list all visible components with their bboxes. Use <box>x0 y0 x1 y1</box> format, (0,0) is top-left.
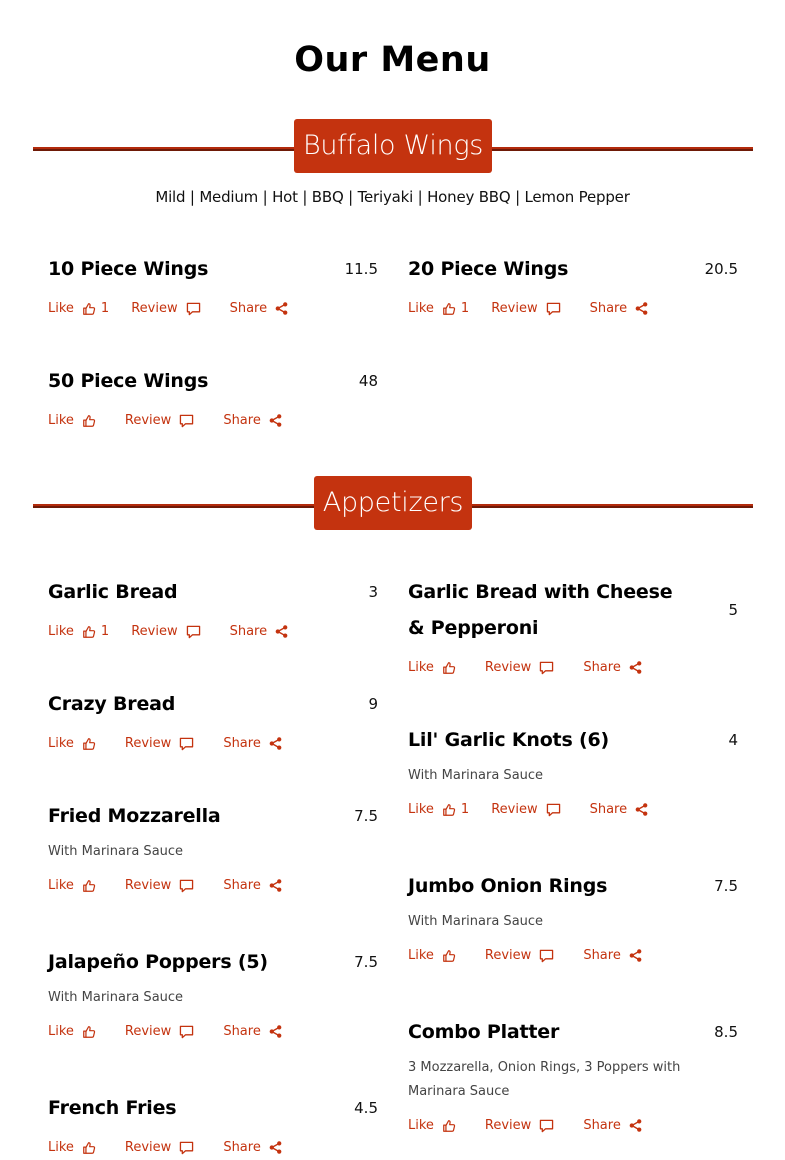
item-price: 7.5 <box>354 807 378 825</box>
like-action[interactable] <box>408 660 456 675</box>
thumbs-up-icon <box>78 1141 96 1155</box>
like-action[interactable] <box>408 802 469 817</box>
share-action[interactable] <box>583 660 642 675</box>
share-icon <box>265 1025 282 1038</box>
review-label: Review <box>131 301 178 316</box>
item-price: 9 <box>368 695 378 713</box>
review-action[interactable] <box>125 736 194 751</box>
item-actions <box>408 660 642 680</box>
share-action[interactable] <box>590 301 649 316</box>
comment-icon <box>535 661 554 675</box>
item-name: Garlic Bread <box>48 581 178 603</box>
like-action[interactable] <box>408 1118 456 1133</box>
item-name: 20 Piece Wings <box>408 258 569 280</box>
comment-icon <box>175 879 194 893</box>
share-icon <box>625 1119 642 1132</box>
item-description: With Marinara Sauce <box>48 990 184 1005</box>
share-label: Share <box>583 1118 621 1133</box>
item-description: With Marinara Sauce <box>408 914 544 929</box>
share-icon <box>271 302 288 315</box>
item-price: 3 <box>368 583 378 601</box>
review-label: Review <box>484 1118 532 1133</box>
item-actions <box>48 1140 282 1160</box>
review-label: Review <box>484 948 532 963</box>
share-action[interactable] <box>223 1140 282 1155</box>
comment-icon <box>542 803 561 817</box>
review-action[interactable] <box>131 301 200 316</box>
comment-icon <box>175 1141 194 1155</box>
comment-icon <box>182 302 201 316</box>
comment-icon <box>535 949 554 963</box>
item-price: 4.5 <box>354 1099 378 1117</box>
review-label: Review <box>491 301 538 316</box>
like-action[interactable] <box>48 413 96 428</box>
item-name: 50 Piece Wings <box>48 370 209 392</box>
comment-icon <box>175 737 194 751</box>
item-description: With Marinara Sauce <box>48 844 184 859</box>
share-icon <box>631 302 648 315</box>
share-icon <box>631 803 648 816</box>
item-name: Jumbo Onion Rings <box>408 875 608 897</box>
share-action[interactable] <box>223 878 282 893</box>
item-price: 7.5 <box>354 953 378 971</box>
item-description: With Marinara Sauce <box>408 768 544 783</box>
share-icon <box>271 625 288 638</box>
item-actions <box>48 878 282 898</box>
like-label: Like <box>48 878 74 893</box>
item-price: 4 <box>728 731 738 749</box>
review-label: Review <box>124 878 172 893</box>
like-label: Like <box>408 948 434 963</box>
thumbs-up-icon <box>78 414 96 428</box>
review-action[interactable] <box>491 301 560 316</box>
item-name: French Fries <box>48 1097 177 1119</box>
item-actions <box>48 624 288 644</box>
review-action[interactable] <box>491 802 560 817</box>
thumbs-up-icon <box>438 949 456 963</box>
share-label: Share <box>223 736 261 751</box>
like-label: Like <box>408 301 434 316</box>
item-name: Jalapeño Poppers (5) <box>48 951 268 973</box>
item-name: Garlic Bread with Cheese & Pepperoni <box>408 581 673 639</box>
item-actions <box>408 802 648 822</box>
section-heading-buffalo-wings: Buffalo Wings <box>294 119 492 173</box>
share-label: Share <box>583 660 621 675</box>
share-label: Share <box>229 624 268 639</box>
share-label: Share <box>223 1140 261 1155</box>
share-icon <box>625 949 642 962</box>
review-action[interactable] <box>125 413 194 428</box>
share-label: Share <box>223 878 261 893</box>
item-name: 10 Piece Wings <box>48 258 209 280</box>
share-icon <box>265 879 282 892</box>
like-label: Like <box>408 1118 434 1133</box>
review-action[interactable] <box>131 624 200 639</box>
share-action[interactable] <box>583 1118 642 1133</box>
like-action[interactable] <box>408 948 456 963</box>
item-price: 11.5 <box>344 260 378 278</box>
review-action[interactable] <box>485 948 554 963</box>
item-name: Crazy Bread <box>48 693 176 715</box>
item-price: 48 <box>358 372 378 390</box>
like-label: Like <box>48 736 74 751</box>
like-action[interactable] <box>48 878 96 893</box>
comment-icon <box>535 1119 554 1133</box>
review-label: Review <box>124 1024 172 1039</box>
review-action[interactable] <box>485 1118 554 1133</box>
share-action[interactable] <box>223 413 282 428</box>
item-name: Combo Platter <box>408 1021 560 1043</box>
share-label: Share <box>589 802 628 817</box>
item-actions <box>408 301 648 321</box>
like-label: Like <box>48 1024 74 1039</box>
section-heading-appetizers: Appetizers <box>314 476 472 530</box>
share-label: Share <box>223 413 261 428</box>
review-action[interactable] <box>125 1024 194 1039</box>
thumbs-up-icon <box>78 302 96 316</box>
share-label: Share <box>229 301 268 316</box>
share-icon <box>265 737 282 750</box>
item-actions <box>48 736 282 756</box>
review-action[interactable] <box>125 878 194 893</box>
like-action[interactable] <box>48 1024 96 1039</box>
like-action[interactable] <box>48 301 109 316</box>
share-label: Share <box>223 1024 261 1039</box>
like-action[interactable] <box>408 301 469 316</box>
share-icon <box>265 1141 282 1154</box>
comment-icon <box>175 414 194 428</box>
like-count: 1 <box>460 802 470 817</box>
item-actions <box>48 301 288 321</box>
review-action[interactable] <box>485 660 554 675</box>
page-title: Our Menu <box>294 40 491 80</box>
like-action[interactable] <box>48 1140 96 1155</box>
share-icon <box>265 414 282 427</box>
share-icon <box>625 661 642 674</box>
like-action[interactable] <box>48 624 109 639</box>
share-label: Share <box>589 301 628 316</box>
review-label: Review <box>124 413 172 428</box>
review-action[interactable] <box>125 1140 194 1155</box>
like-label: Like <box>408 802 434 817</box>
like-label: Like <box>48 413 74 428</box>
thumbs-up-icon <box>78 625 96 639</box>
like-count: 1 <box>100 624 110 639</box>
share-action[interactable] <box>590 802 649 817</box>
share-action[interactable] <box>230 624 289 639</box>
thumbs-up-icon <box>78 1025 96 1039</box>
share-label: Share <box>583 948 621 963</box>
thumbs-up-icon <box>78 737 96 751</box>
like-count: 1 <box>460 301 470 316</box>
item-name: Fried Mozzarella <box>48 805 221 827</box>
like-count: 1 <box>100 301 110 316</box>
item-name: Lil' Garlic Knots (6) <box>408 729 609 751</box>
like-action[interactable] <box>48 736 96 751</box>
item-price: 20.5 <box>704 260 738 278</box>
share-action[interactable] <box>230 301 289 316</box>
item-actions <box>408 948 642 968</box>
share-action[interactable] <box>583 948 642 963</box>
item-actions <box>48 413 282 433</box>
review-label: Review <box>131 624 178 639</box>
item-price: 7.5 <box>714 877 738 895</box>
share-action[interactable] <box>223 1024 282 1039</box>
thumbs-up-icon <box>78 879 96 893</box>
thumbs-up-icon <box>438 1119 456 1133</box>
item-actions <box>48 1024 282 1044</box>
item-price: 8.5 <box>714 1023 738 1041</box>
like-label: Like <box>48 301 74 316</box>
like-label: Like <box>408 660 434 675</box>
review-label: Review <box>124 1140 172 1155</box>
like-label: Like <box>48 1140 74 1155</box>
thumbs-up-icon <box>438 661 456 675</box>
review-label: Review <box>484 660 532 675</box>
comment-icon <box>182 625 201 639</box>
comment-icon <box>175 1025 194 1039</box>
review-label: Review <box>124 736 172 751</box>
item-description: 3 Mozzarella, Onion Rings, 3 Poppers with Marinara Sauce <box>408 1060 681 1099</box>
flavor-list: Mild | Medium | Hot | BBQ | Teriyaki | Honey BBQ | Lemon Pepper <box>155 188 630 206</box>
like-label: Like <box>48 624 74 639</box>
share-action[interactable] <box>223 736 282 751</box>
thumbs-up-icon <box>438 302 456 316</box>
comment-icon <box>542 302 561 316</box>
thumbs-up-icon <box>438 803 456 817</box>
item-actions <box>408 1118 642 1138</box>
review-label: Review <box>491 802 538 817</box>
item-price: 5 <box>728 601 738 619</box>
